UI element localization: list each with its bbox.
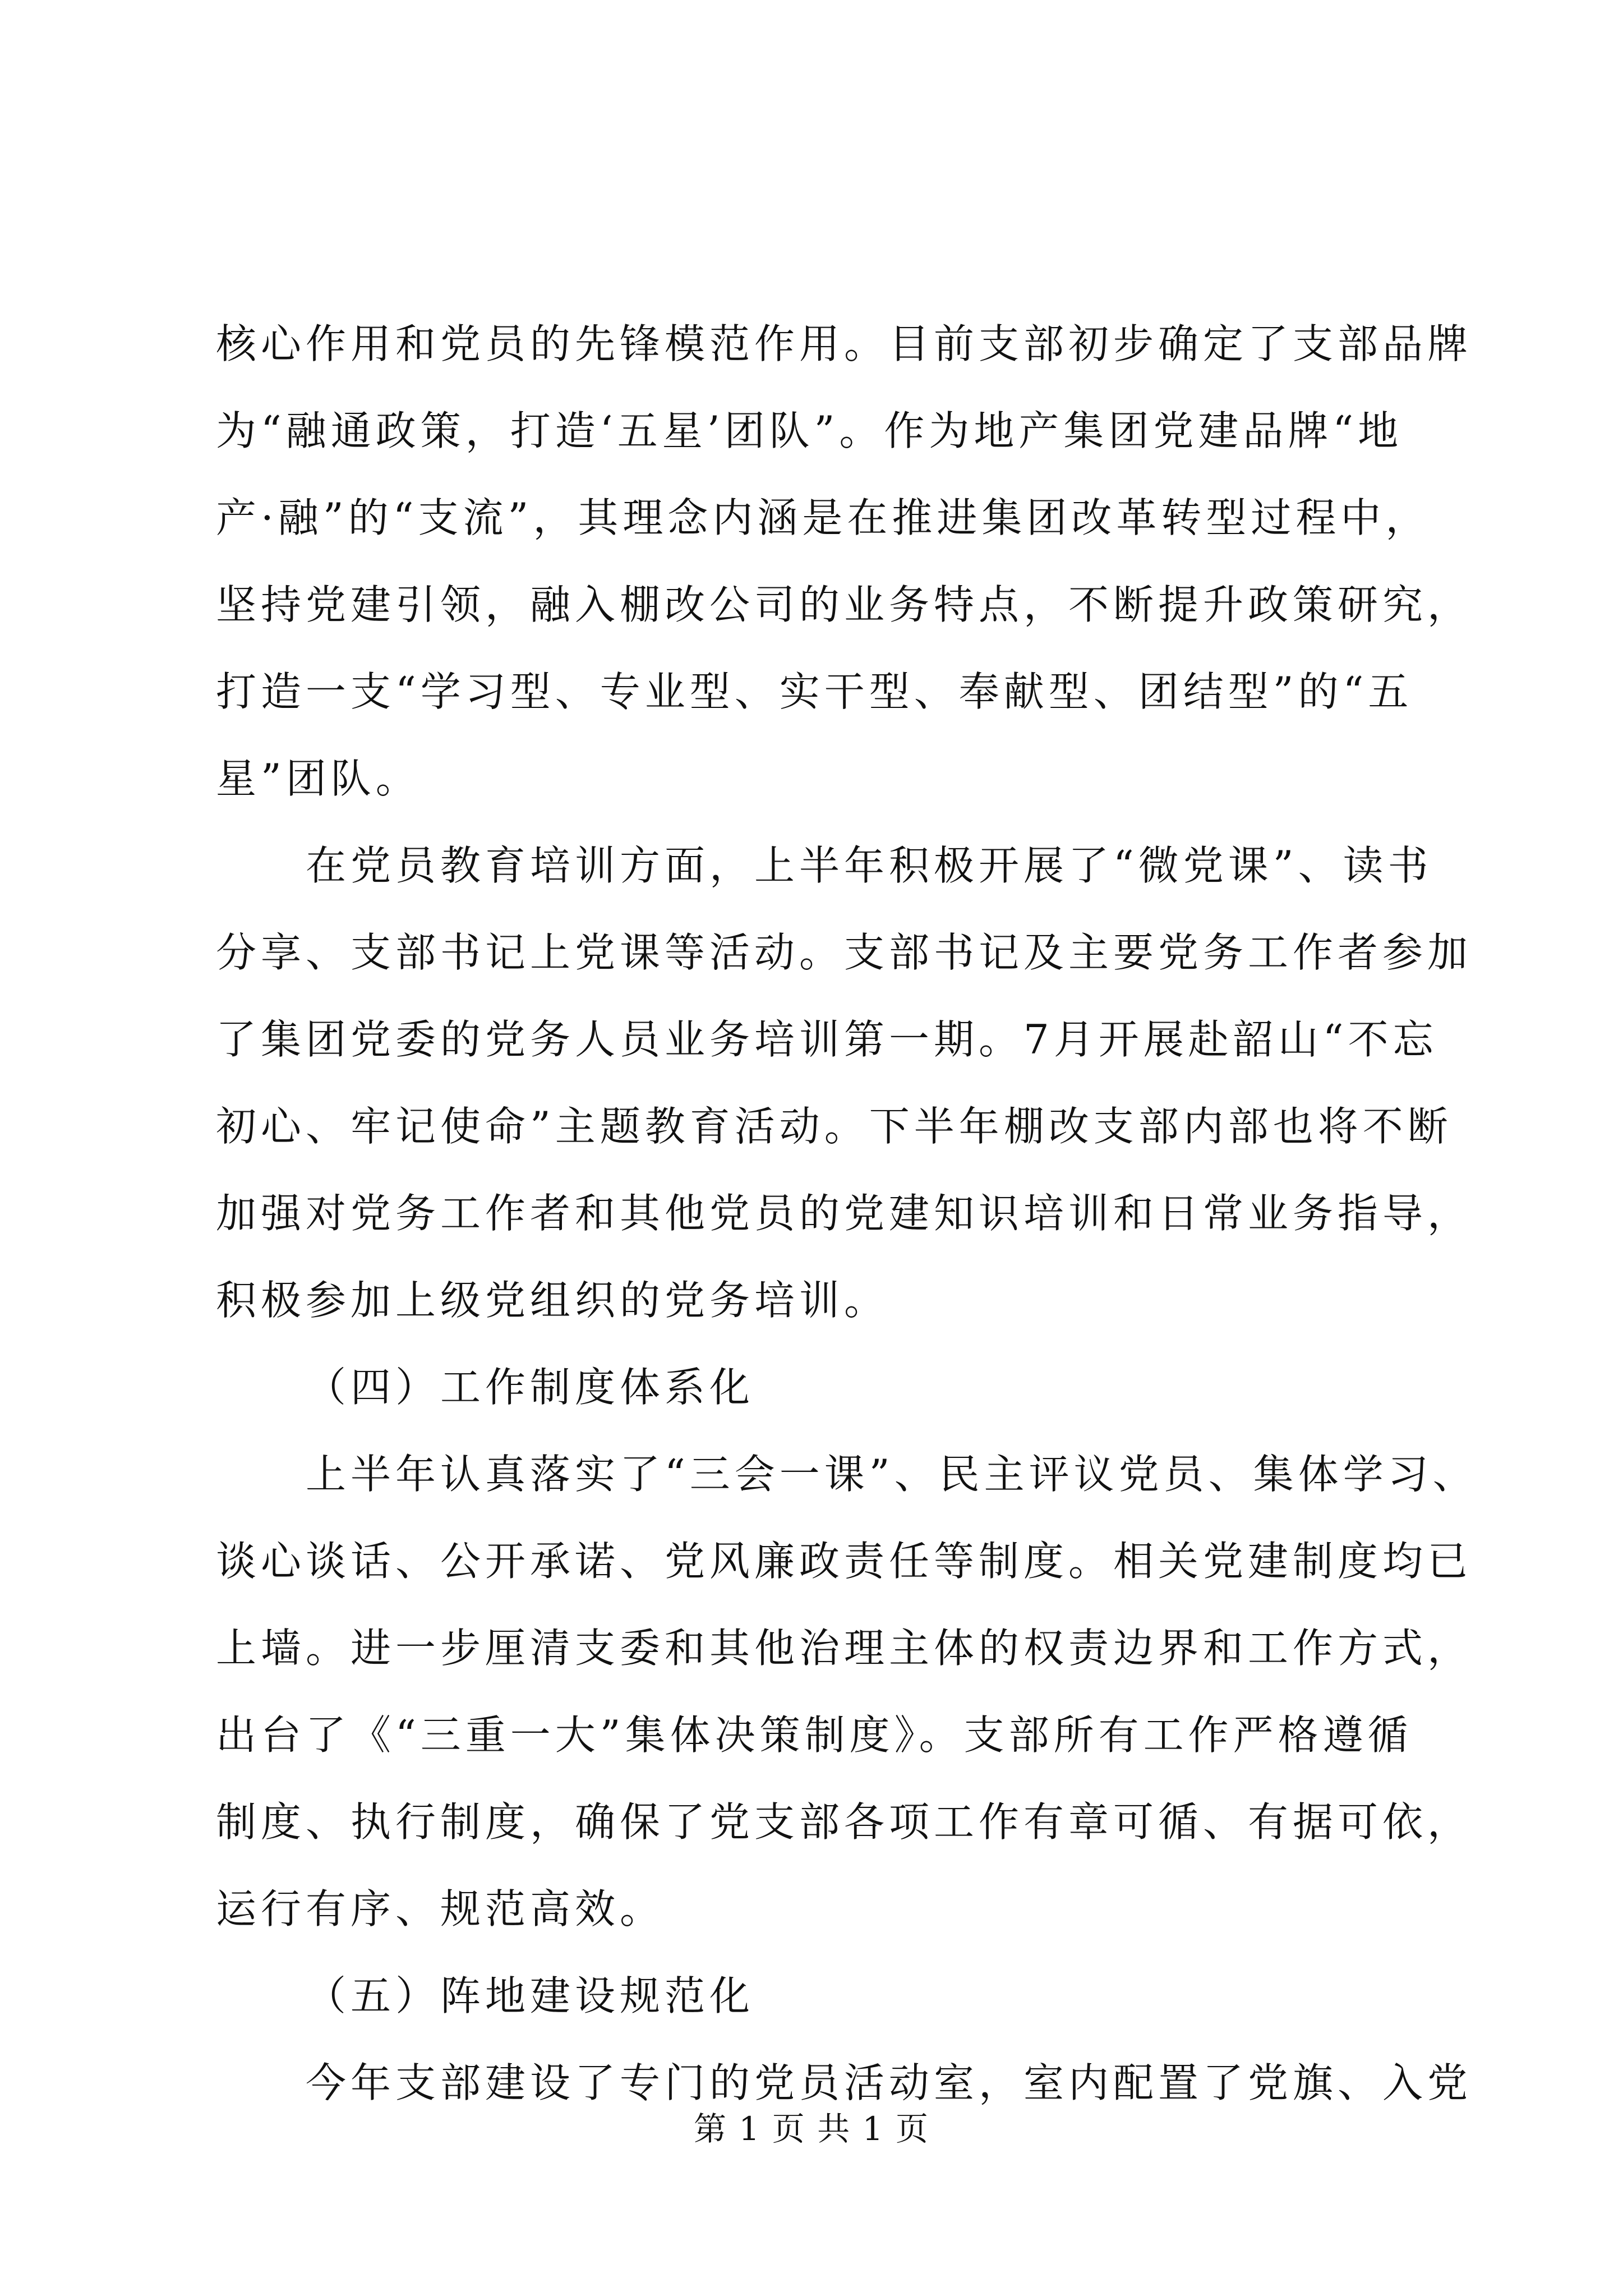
section-heading: （四）工作制度体系化 (306, 1364, 755, 1411)
body-line: 初心、牢记使命”主题教育活动。下半年棚改支部内部也将不断 (216, 1103, 1453, 1150)
paragraph-first-line: 今年支部建设了专门的党员活动室，室内配置了党旗、入党 (306, 2059, 1473, 2106)
body-line: 产·融”的“支流”，其理念内涵是在推进集团改革转型过程中， (216, 494, 1431, 541)
body-line: 坚持党建引领，融入棚改公司的业务特点，不断提升政策研究， (216, 581, 1473, 628)
body-line: 运行有序、规范高效。 (216, 1885, 665, 1932)
page-footer: 第 1 页 共 1 页 (694, 2110, 929, 2148)
section-heading: （五）阵地建设规范化 (306, 1972, 755, 2019)
body-line: 核心作用和党员的先锋模范作用。目前支部初步确定了支部品牌 (216, 320, 1473, 367)
body-line: 制度、执行制度，确保了党支部各项工作有章可循、有据可依， (216, 1798, 1473, 1846)
body-line: 上墙。进一步厘清支委和其他治理主体的权责边界和工作方式， (216, 1625, 1473, 1672)
paragraph-first-line: 上半年认真落实了“三会一课”、民主评议党员、集体学习、 (306, 1451, 1478, 1498)
body-line: 打造一支“学习型、专业型、实干型、奉献型、团结型”的“五 (216, 668, 1413, 715)
body-line: 加强对党务工作者和其他党员的党建知识培训和日常业务指导， (216, 1190, 1473, 1237)
body-line: 出台了《“三重一大”集体决策制度》。支部所有工作严格遵循 (216, 1711, 1413, 1759)
body-line: 为“融通政策，打造‘五星’团队”。作为地产集团党建品牌“地 (216, 407, 1403, 454)
paragraph-first-line: 在党员教育培训方面，上半年积极开展了“微党课”、读书 (306, 842, 1433, 889)
body-line: 积极参加上级党组织的党务培训。 (216, 1277, 889, 1324)
body-line: 星”团队。 (216, 755, 421, 802)
body-line: 分享、支部书记上党课等活动。支部书记及主要党务工作者参加 (216, 929, 1473, 976)
body-line: 谈心谈话、公开承诺、党风廉政责任等制度。相关党建制度均已 (216, 1538, 1473, 1585)
body-line: 了集团党委的党务人员业务培训第一期。7月开展赴韶山“不忘 (216, 1016, 1438, 1063)
